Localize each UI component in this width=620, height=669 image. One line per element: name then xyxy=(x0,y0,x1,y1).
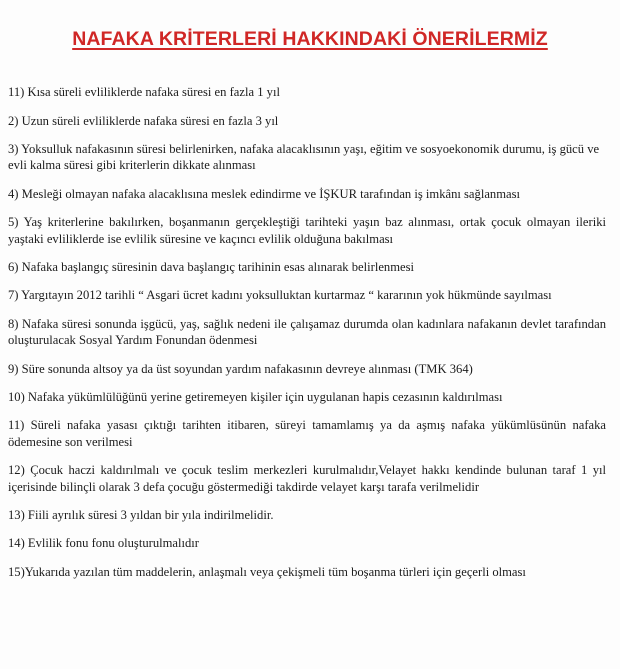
list-item: 11) Süreli nafaka yasası çıktığı tarihten itibaren, süreyi tamamlamış ya da aşmış nafaka yükümlüsünün nafaka ödemesine son verilmesi xyxy=(8,418,606,449)
list-item: 4) Mesleği olmayan nafaka alacaklısına meslek edindirme ve İŞKUR tarafından iş imkânı sağlanması xyxy=(8,186,520,201)
list-item: 11) Kısa süreli evliliklerde nafaka süresi en fazla 1 yıl xyxy=(8,85,280,100)
title-block xyxy=(0,0,620,68)
list-item: 14) Evlilik fonu fonu oluşturulmalıdır xyxy=(8,536,199,551)
list-item: 7) Yargıtayın 2012 tarihli “ Asgari ücret kadını yoksulluktan kurtarmaz “ kararının yok hükmünde sayılması xyxy=(8,288,552,303)
list-item: 10) Nafaka yükümlülüğünü yerine getiremeyen kişiler için uygulanan hapis cezasının kaldırılması xyxy=(8,390,503,404)
list-item: 12) Çocuk haczi kaldırılmalı ve çocuk teslim merkezleri kurulmalıdır,Velayet hakkı kendinde bulunan taraf 1 yıl içerisinde bilinçli olarak 3 defa çocuğu göstermediği takdirde velayet karşı tarafa verilmelidir xyxy=(8,463,606,494)
list-item: 5) Yaş kriterlerine bakılırken, boşanmanın gerçekleştiği tarihteki yaşın baz alınması, ortak çocuk olmayan ileriki yaştaki evliliklerde ise evlilik süresine ve kaçıncı evlilik olduğuna bakılması xyxy=(8,215,606,246)
list-item: 15)Yukarıda yazılan tüm maddelerin, anlaşmalı veya çekişmeli tüm boşanma türleri için geçerli olması xyxy=(8,564,526,579)
list-item: 13) Fiili ayrılık süresi 3 yıldan bir yıla indirilmelidir. xyxy=(8,508,274,523)
list-item: 3) Yoksulluk nafakasının süresi belirlenirken, nafaka alacaklısının yaşı, eğitim ve sosyoekonomik durumu, iş gücü ve evli kalma süresi gibi kriterlerin dikkate alınması xyxy=(8,141,600,173)
list-item: 2) Uzun süreli evliliklerde nafaka süresi en fazla 3 yıl xyxy=(8,113,279,128)
page-title: NAFAKA KRİTERLERİ HAKKINDAKİ ÖNERİLERMİZ xyxy=(72,28,548,51)
list-item: 9) Süre sonunda altsoy ya da üst soyundan yardım nafakasının devreye alınması (TMK 364) xyxy=(8,361,473,376)
list-item: 6) Nafaka başlangıç süresinin dava başlangıç tarihinin esas alınarak belirlenmesi xyxy=(8,259,415,274)
proposals-list xyxy=(0,84,620,580)
list-item: 8) Nafaka süresi sonunda işgücü, yaş, sağlık nedeni ile çalışamaz durumda olan kadınlara nafakanın devlet tarafından oluşturulacak Sosyal Yardım Fonundan ödenmesi xyxy=(8,316,606,348)
